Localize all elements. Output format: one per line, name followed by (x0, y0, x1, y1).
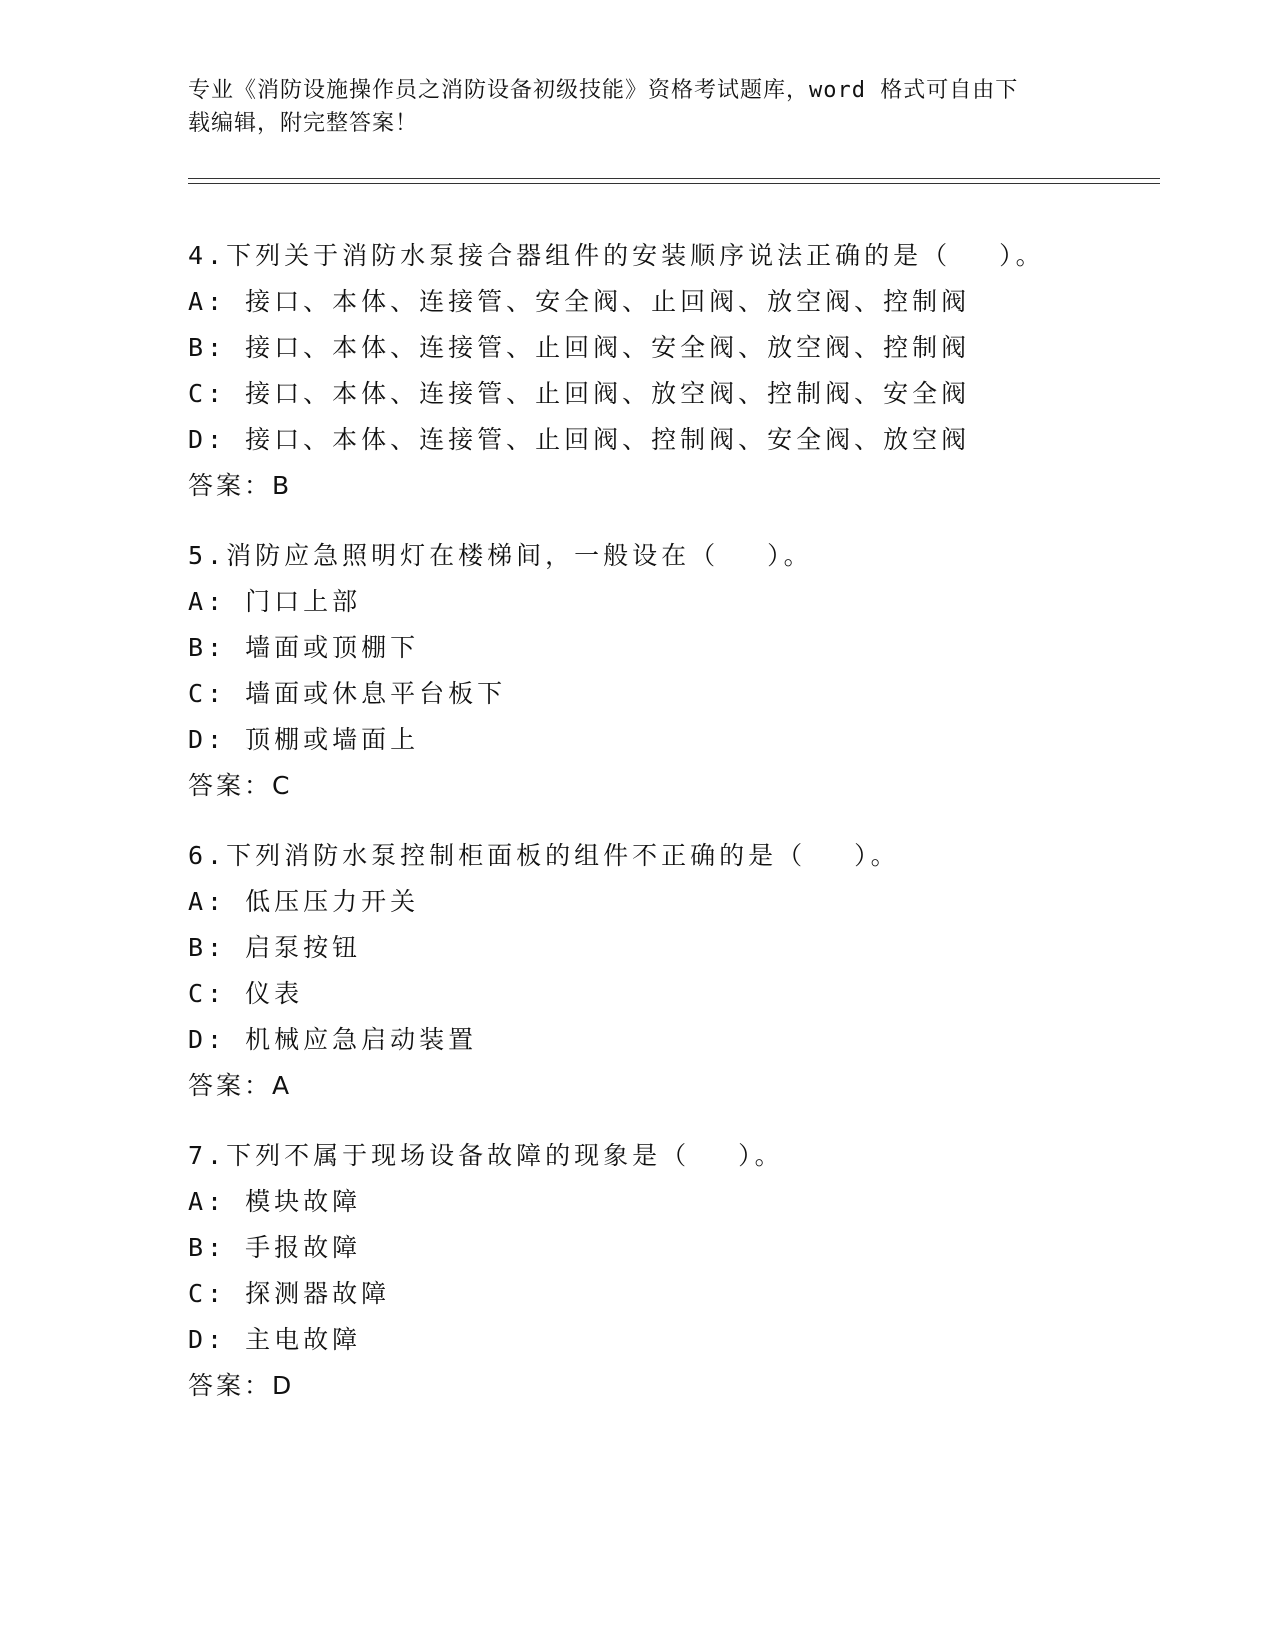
option-a: A: 模块故障 (188, 1187, 362, 1216)
header-line-2: 载编辑，附完整答案！ (188, 111, 419, 136)
option-c: C: 墙面或休息平台板下 (188, 679, 507, 708)
header-line-1: 专业《消防设施操作员之消防设备初级技能》资格考试题库，word 格式可自由下 (188, 78, 1019, 103)
option-d: D: 接口、本体、连接管、止回阀、控制阀、安全阀、放空阀 (188, 425, 971, 454)
option-b: B: 启泵按钮 (188, 933, 362, 962)
option-d: D: 主电故障 (188, 1325, 362, 1354)
option-d: D: 顶棚或墙面上 (188, 725, 420, 754)
option-d: D: 机械应急启动装置 (188, 1025, 478, 1054)
option-a: A: 低压压力开关 (188, 887, 420, 916)
option-c: C: 探测器故障 (188, 1279, 391, 1308)
question-list (188, 233, 1168, 1433)
answer-label: 答案：C (188, 771, 293, 800)
answer-label: 答案：D (188, 1371, 295, 1400)
option-c: C: 接口、本体、连接管、止回阀、放空阀、控制阀、安全阀 (188, 379, 971, 408)
option-c: C: 仪表 (188, 979, 304, 1008)
question-5 (188, 533, 1168, 809)
question-7 (188, 1133, 1168, 1409)
answer-label: 答案：A (188, 1071, 293, 1100)
option-b: B: 手报故障 (188, 1233, 362, 1262)
question-6 (188, 833, 1168, 1109)
option-b: B: 墙面或顶棚下 (188, 633, 420, 662)
question-stem: 5.消防应急照明灯在楼梯间，一般设在（ ）。 (188, 541, 813, 570)
option-b: B: 接口、本体、连接管、止回阀、安全阀、放空阀、控制阀 (188, 333, 971, 362)
option-a: A: 接口、本体、连接管、安全阀、止回阀、放空阀、控制阀 (188, 287, 971, 316)
question-stem: 4.下列关于消防水泵接合器组件的安装顺序说法正确的是（ ）。 (188, 241, 1045, 270)
question-4 (188, 233, 1168, 509)
question-stem: 7.下列不属于现场设备故障的现象是（ ）。 (188, 1141, 784, 1170)
header-text (188, 74, 1088, 140)
answer-label: 答案：B (188, 471, 293, 500)
option-a: A: 门口上部 (188, 587, 362, 616)
header-divider (188, 178, 1160, 184)
question-stem: 6.下列消防水泵控制柜面板的组件不正确的是（ ）。 (188, 841, 900, 870)
